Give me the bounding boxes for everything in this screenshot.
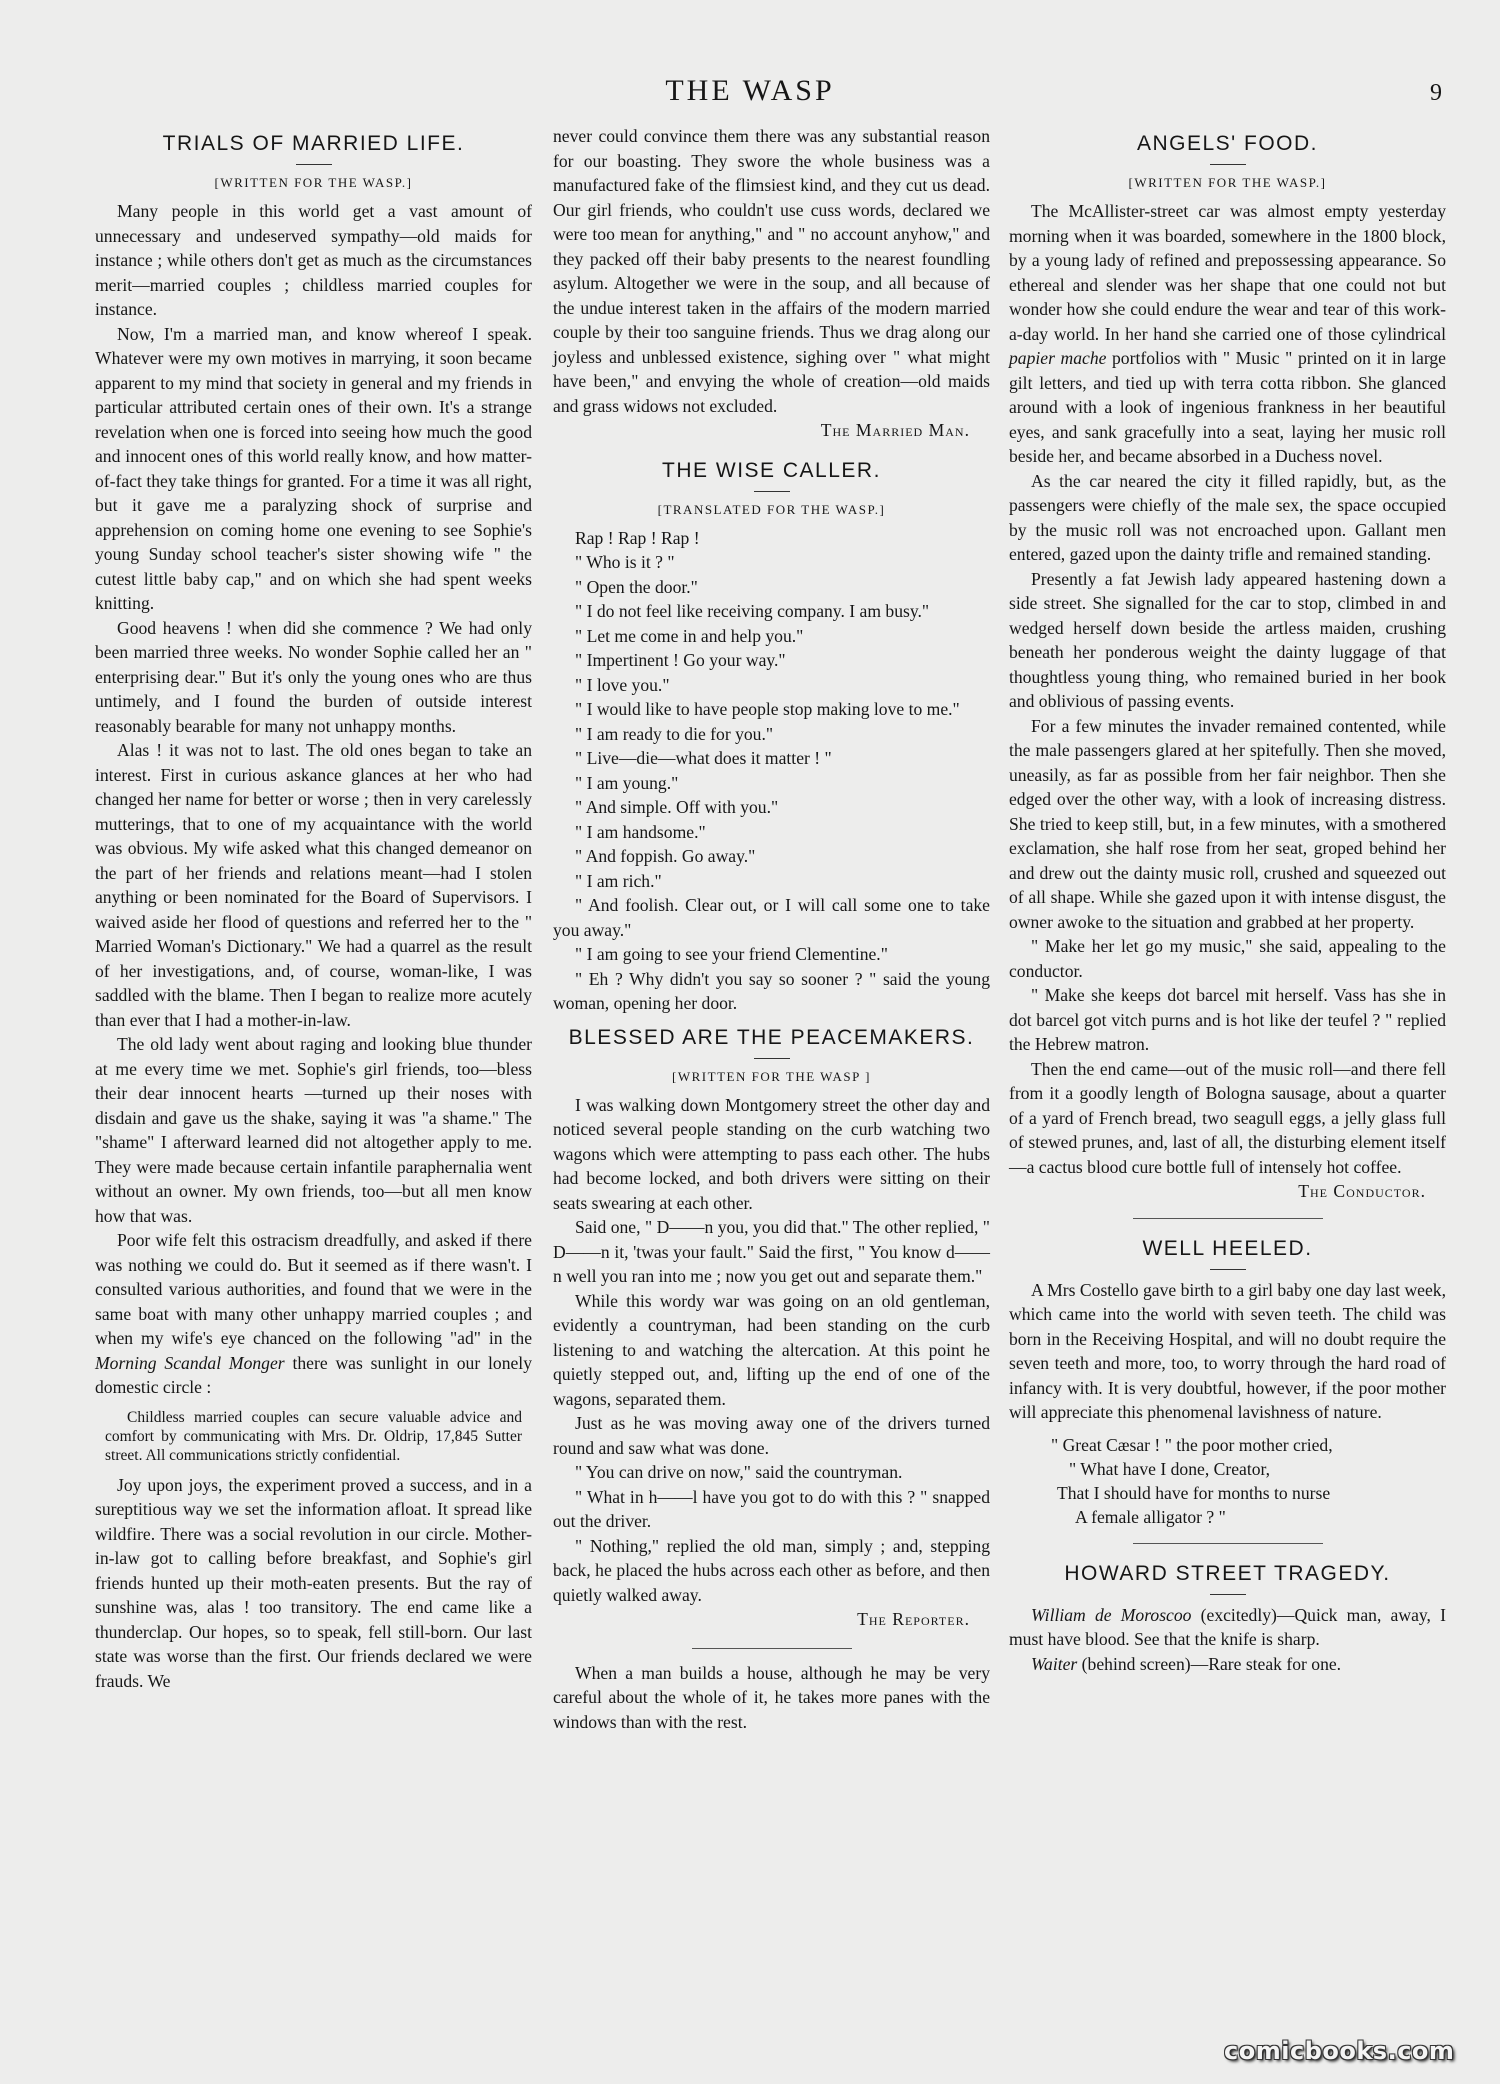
dialogue-line: " Live—die—what does it matter ! "	[575, 748, 832, 768]
signature: The Conductor.	[1298, 1181, 1426, 1201]
dialogue-line: " I am going to see your friend Clementine."	[575, 944, 888, 964]
speaker-name: Waiter	[1031, 1653, 1078, 1674]
paragraph: " Make she keeps dot barcel mit herself. Vass has she in dot barcel got vitch purns and is hot like der teufel ? " replied the Hebrew matron.	[1009, 985, 1446, 1054]
byline: [WRITTEN FOR THE WASP.]	[1128, 175, 1327, 190]
paragraph: Good heavens ! when did she commence ? We had only been married three weeks. No wonder Sophie called her an " enterprising dear." But it's only the young ones who are thus untimely, and I found the burden of outside interest reasonably bearable for many not unhappy months.	[95, 617, 532, 736]
paragraph: For a few minutes the invader remained contented, while the male passengers glared at her spitefully. Then she moved, uneasily, as far as possible from her fair neighbor. Then she edged over the other way, with a look of increasing distress. She tried to keep still, but, in a few minutes, with a smothered exclamation, she half rose from her seat, groped behind her and drew out the dainty music roll, crushed and squeezed out of all shape. While she gazed upon it with intense disgust, the owner awoke to the situation and grabbed at her property.	[1009, 715, 1446, 932]
poem-line: A female alligator ? "	[1075, 1506, 1226, 1527]
paragraph: " Make her let go my music," she said, appealing to the conductor.	[1009, 936, 1446, 981]
article-title: ANGELS' FOOD.	[1136, 132, 1319, 155]
paragraph	[1009, 1603, 1446, 1652]
divider	[692, 1648, 852, 1649]
dialogue-line: " I am rich."	[575, 870, 662, 891]
title-rule	[296, 164, 332, 165]
dialogue-line: " And foolish. Clear out, or I will call some one to take you away."	[553, 895, 990, 940]
signature: The Married Man.	[820, 420, 970, 440]
paragraph: " What in h——l have you got to do with this ? " snapped out the driver.	[553, 1486, 990, 1531]
paragraph-text: portfolios with " Music " printed on it in large gilt letters, and tied up with terra cotta ribbon. She glanced around with a look of ingenious frankness in her beautiful eyes, and sank gracefully into a seat, laying her music roll beside her, and became absorbed in a Duchess novel.	[1009, 348, 1446, 466]
poem-line: That I should have for months to nurse	[1057, 1482, 1331, 1503]
title-rule	[1210, 1269, 1246, 1270]
byline: [WRITTEN FOR THE WASP ]	[672, 1068, 871, 1084]
paragraph-text: (behind screen)—Rare steak for one.	[1077, 1653, 1342, 1674]
title-rule	[1210, 1594, 1246, 1595]
article-title: BLESSED ARE THE PEACEMAKERS.	[568, 1025, 975, 1049]
dialogue-line: " And simple. Off with you."	[575, 797, 779, 817]
speaker-name: William de Moroscoo	[1031, 1604, 1192, 1625]
paragraph: Said one, " D——n you, you did that." The other replied, " D——n it, 'twas your fault." Said the first, " You know d——n well you ran into me ; now you get out and separate them."	[553, 1217, 990, 1286]
paragraph: never could convince them there was any substantial reason for our boasting. They swore the whole business was a manufactured fake of the flimsiest kind, and they cut us dead. Our girl friends, who couldn't use cuss words, declared we were too mean for anything," and " no account anyhow," and they packed off their baby presents to the nearest foundling asylum. Altogether we were in the soup, and all because of the undue interest taken in the affairs of the modern married couple by their too sanguine friends. Thus we drag along our joyless and unblessed existence, sighing over " what might have been," and envying the whole of creation—old maids and grass widows not excluded.	[553, 126, 990, 416]
paragraph: Alas ! it was not to last. The old ones began to take an interest. First in curious askance glances at her who had changed her name for better or worse ; then in very carelessly mutterings, that to one of my acquaintance with the world was obvious. My wife asked what this changed demeanor on the part of her friends and relations meant—had I stolen anything or been nominated for the Board of Supervisors. I waived aside her flood of questions and referred her to the " Married Woman's Dictionary." We had a quarrel as the result of her investigations, and, of course, woman-like, I was saddled with the blame. Then I began to realize more acutely than ever that I had a mother-in-law.	[95, 740, 532, 1030]
paragraph-text: Poor wife felt this ostracism dreadfully, and asked if there was nothing we could do. But it seemed as if there wasn't. I consulted various authorities, and found that we were in the same boat with many other unhappy married couples ; and when my wife's eye chanced on the following "ad" in the	[95, 1230, 532, 1348]
paragraph: " Nothing," replied the old man, simply ; and, stepping back, he placed the hubs across each other as before, and then quietly walked away.	[553, 1535, 990, 1605]
title-rule	[754, 1058, 790, 1059]
byline: [WRITTEN FOR THE WASP.]	[214, 175, 413, 190]
paragraph: Then the end came—out of the music roll—and there fell from it a goodly length of Bologna sausage, about a quarter of a yard of French bread, two seagull eggs, a jelly glass full of stewed prunes, and, last of all, the disturbing element itself—a cactus blood cure bottle full of intensely hot coffee.	[1009, 1058, 1446, 1177]
dialogue-line: " I am young."	[575, 772, 679, 793]
paragraph-text: there was sunlight in our lonely domestic circle :	[95, 1352, 532, 1397]
paragraph	[95, 1228, 532, 1400]
paragraph-text: (excitedly)—Quick man, away, I must have blood. See that the knife is sharp.	[1009, 1604, 1446, 1649]
poem-line: " What have I done, Creator,	[1069, 1458, 1271, 1479]
paragraph: Joy upon joys, the experiment proved a success, and in a sureptitious way we set the information afloat. It spread like wildfire. There was a social revolution in our circle. Mother-in-law got to calling before breakfast, and Sophie's girl friends hunted up their moth-eaten presents. But the ray of sunshine was, alas ! too transitory. The end came like a thunderclap. Our hopes, so to speak, fell still-born. Our last state was worse than the first. Our friends declared we were frauds. We	[95, 1474, 532, 1691]
paragraph: A Mrs Costello gave birth to a girl baby one day last week, which came into the world with seven teeth. The child was born in the Receiving Hospital, and will no doubt require the seven teeth and more, too, to worry through the hard road of infancy with. It is very doubtful, however, if the poor mother will appreciate this phenomenal lavishness of nature.	[1009, 1279, 1446, 1422]
article-title: THE WISE CALLER.	[662, 458, 881, 482]
title-rule	[754, 491, 790, 492]
dialogue-line: " And foppish. Go away."	[575, 846, 756, 866]
article-title: TRIALS OF MARRIED LIFE.	[162, 132, 465, 155]
article-title: HOWARD STREET TRAGEDY.	[1064, 1561, 1391, 1585]
dialogue-line: " Who is it ? "	[575, 552, 675, 572]
column-2	[553, 124, 990, 1734]
dialogue-line: Rap ! Rap ! Rap !	[575, 527, 700, 548]
ad-text: Childless married couples can secure valuable advice and comfort by communicating with Mrs. Dr. Oldrip, 17,845 Sutter street. All communications strictly confidential.	[105, 1408, 522, 1464]
paragraph: While this wordy war was going on an old gentleman, evidently a countryman, had been standing on the curb listening to and watching the altercation. At this point he quietly stepped out, and, lifting up the end of one of the wagons, separated them.	[553, 1290, 990, 1409]
byline: [TRANSLATED FOR THE WASP.]	[657, 501, 886, 517]
paragraph-text: The McAllister-street car was almost empty yesterday morning when it was boarded, somewhere in the 1800 block, by a young lady of refined and prepossessing appearance. So ethereal and slender was her shape that one could not but wonder how she could endure the wear and tear of this work-a-day world. In her hand she carried one of those cylindrical	[1009, 201, 1446, 344]
paragraph	[1009, 1652, 1446, 1677]
dialogue-line: " I love you."	[575, 674, 670, 695]
dialogue-line: " Open the door."	[575, 576, 698, 597]
italic-term: papier mache	[1009, 348, 1107, 368]
column-3	[1009, 124, 1446, 1676]
dialogue-line: " I do not feel like receiving company. I am busy."	[575, 601, 930, 621]
poem	[1051, 1433, 1446, 1529]
signature: The Reporter.	[857, 1609, 970, 1629]
dialogue-line: " Let me come in and help you."	[575, 625, 804, 646]
article-title: WELL HEELED.	[1142, 1236, 1313, 1260]
dialogue-line: " Impertinent ! Go your way."	[575, 650, 786, 670]
paragraph: Now, I'm a married man, and know whereof I speak. Whatever were my own motives in marrying, it soon became apparent to my mind that society in general and my friends in particular attributed certain ones of their own. It's a strange revelation when one is forced into seeing how much the good and innocent ones of this world really know, and how matter-of-fact they take things for granted. For a time it was all right, but it gave me a paralyzing shock of surprise and apprehension on coming home one evening to see Sophie's young Sunday school teacher's sister showing wife " the cutest little baby cap," and on which she had spent weeks knitting.	[95, 323, 532, 613]
divider	[1133, 1218, 1323, 1219]
dialogue-line: " I am ready to die for you."	[575, 723, 774, 744]
paragraph: Just as he was moving away one of the drivers turned round and saw what was done.	[553, 1413, 990, 1458]
paragraph: When a man builds a house, although he may be very careful about the whole of it, he takes more panes with the windows than with the rest.	[553, 1662, 990, 1732]
masthead: THE WASP	[665, 74, 835, 107]
paragraph: Presently a fat Jewish lady appeared hastening down a side street. She signalled for the car to stop, climbed in and wedged herself down beside the artless maiden, crushing beneath her ponderous weight the dainty luggage of that thoughtless young thing, who remained buried in her book and oblivious of passing events.	[1009, 568, 1446, 711]
page-number: 9	[1430, 80, 1442, 106]
poem-line: " Great Cæsar ! " the poor mother cried,	[1051, 1434, 1333, 1455]
watermark: comicbooks.com	[1224, 2037, 1455, 2065]
classified-ad	[105, 1408, 522, 1465]
paragraph: The old lady went about raging and looking blue thunder at me every time we met. Sophie's girl friends, too—bless their dear innocent hearts —turned up their noses with disdain and gave us the shake, saying it was "a shame." The "shame" I afterward learned did not altogether apply to me. They were made because certain infantile paraphernalia went without an owner. My own friends, too—but all men know how that was.	[95, 1034, 532, 1226]
newspaper-name: Morning Scandal Monger	[95, 1352, 285, 1373]
paragraph: I was walking down Montgomery street the other day and noticed several people standing on the curb watching two wagons which were attempting to pass each other. The hubs had become locked, and both drivers were sitting on their seats swearing at each other.	[553, 1094, 990, 1213]
dialogue-line: " Eh ? Why didn't you say so sooner ? " said the young woman, opening her door.	[553, 968, 990, 1013]
divider	[1133, 1543, 1323, 1544]
title-rule	[1210, 164, 1246, 165]
dialogue-line: " I would like to have people stop making love to me."	[575, 699, 960, 719]
paragraph: Many people in this world get a vast amount of unnecessary and undeserved sympathy—old maids for instance ; while others don't get as much as the circumstances merit—married couples ; childless married couples for instance.	[95, 201, 532, 319]
dialogue-line: " I am handsome."	[575, 821, 706, 842]
paragraph: " You can drive on now," said the countryman.	[575, 1462, 903, 1482]
paragraph: As the car neared the city it filled rapidly, but, as the passengers were chiefly of the male sex, the space occupied by the music roll was not encroached upon. Gallant men entered, gazed upon the dainty trifle and remained standing.	[1009, 470, 1446, 564]
paragraph	[1009, 199, 1446, 469]
column-1	[95, 124, 532, 1693]
